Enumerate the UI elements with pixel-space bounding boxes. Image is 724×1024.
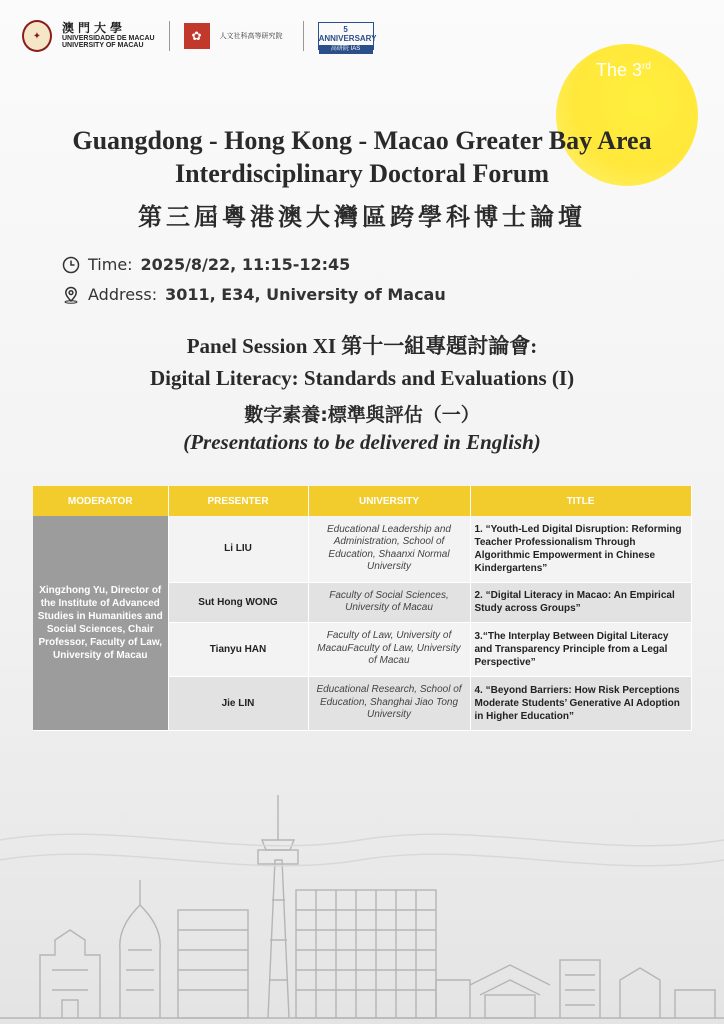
forum-title-line1: Guangdong - Hong Kong - Macao Greater Bay Area [72,126,652,155]
title-cell: 4. “Beyond Barriers: How Risk Perceptions Moderate Students’ Generative AI Adoption in Higher Education” [470,676,691,730]
ias-logo-icon: ✿ [184,23,210,49]
um-name-en: UNIVERSITY OF MACAU [62,42,144,50]
um-name-pt: UNIVERSIDADE DE MACAU [62,34,155,42]
header-university: UNIVERSITY [308,486,470,516]
title-cell: 1. “Youth-Led Digital Disruption: Reforming Teacher Professionalism Through Algorithmic Empowerment in Chinese Kindergartens” [470,516,691,582]
header-logos [22,18,377,54]
edition-sup: rd [642,61,651,72]
moderator-cell: Xingzhong Yu, Director of the Institute of Advanced Studies in Humanities and Social Sciences, Chair Professor, Faculty of Law, University of Macau [33,516,168,730]
anniversary-bottom: 高研院 IAS [319,45,373,54]
language-note: (Presentations to be delivered in English) [183,430,541,454]
panel-topic-en: Digital Literacy: Standards and Evaluations (I) [149,366,575,390]
anniversary-top: 5 ANNIVERSARY [318,25,377,44]
time-value: 2025/8/22, 11:15-12:45 [140,255,351,274]
address-row [62,285,446,304]
um-logo-text [62,22,155,49]
address-label: Address: [88,285,158,304]
logo-divider [169,21,170,51]
time-row [62,255,350,274]
header-presenter: PRESENTER [168,486,308,516]
university-cell: Educational Research, School of Education, Shanghai Jiao Tong University [308,676,470,730]
table-header-row [33,486,691,516]
um-crest-icon: ✦ [22,20,52,52]
time-label: Time: [88,255,133,274]
university-cell: Educational Leadership and Administration, School of Education, Shaanxi Normal University [308,516,470,582]
table-row [33,516,691,582]
presenter-cell: Jie LIN [168,676,308,730]
presenter-cell: Tianyu HAN [168,622,308,676]
presenter-cell: Li LIU [168,516,308,582]
university-cell: Faculty of Social Sciences, University of Macau [308,582,470,622]
header-moderator: MODERATOR [33,486,168,516]
edition-badge [596,60,651,81]
clock-icon [62,256,80,274]
presenter-cell: Sut Hong WONG [168,582,308,622]
macau-skyline-illustration [0,780,724,1024]
location-pin-icon [62,286,80,304]
schedule-table [33,486,692,731]
forum-title-line2: Interdisciplinary Doctoral Forum [174,159,550,188]
um-name-zh: 澳門大學 [62,21,127,36]
forum-title-zh: 第三屆粵港澳大灣區跨學科博士論壇 [138,203,586,231]
address-value: 3011, E34, University of Macau [165,285,446,304]
panel-topic-zh: 數字素養:標準與評估（一） [244,404,480,426]
title-cell: 3.“The Interplay Between Digital Literacy and Transparency Principle from a Legal Perspective” [470,622,691,676]
panel-session-title: Panel Session XI 第十一組專題討論會: [186,334,538,358]
edition-text: The 3 [596,60,643,80]
anniversary-badge [318,22,377,53]
title-cell: 2. “Digital Literacy in Macao: An Empirical Study across Groups” [470,582,691,622]
ias-name: 人文社科高等研究院 [219,32,283,40]
header-title: TITLE [470,486,691,516]
logo-divider-2 [303,21,304,51]
university-cell: Faculty of Law, University of MacauFaculty of Law, University of Macau [308,622,470,676]
